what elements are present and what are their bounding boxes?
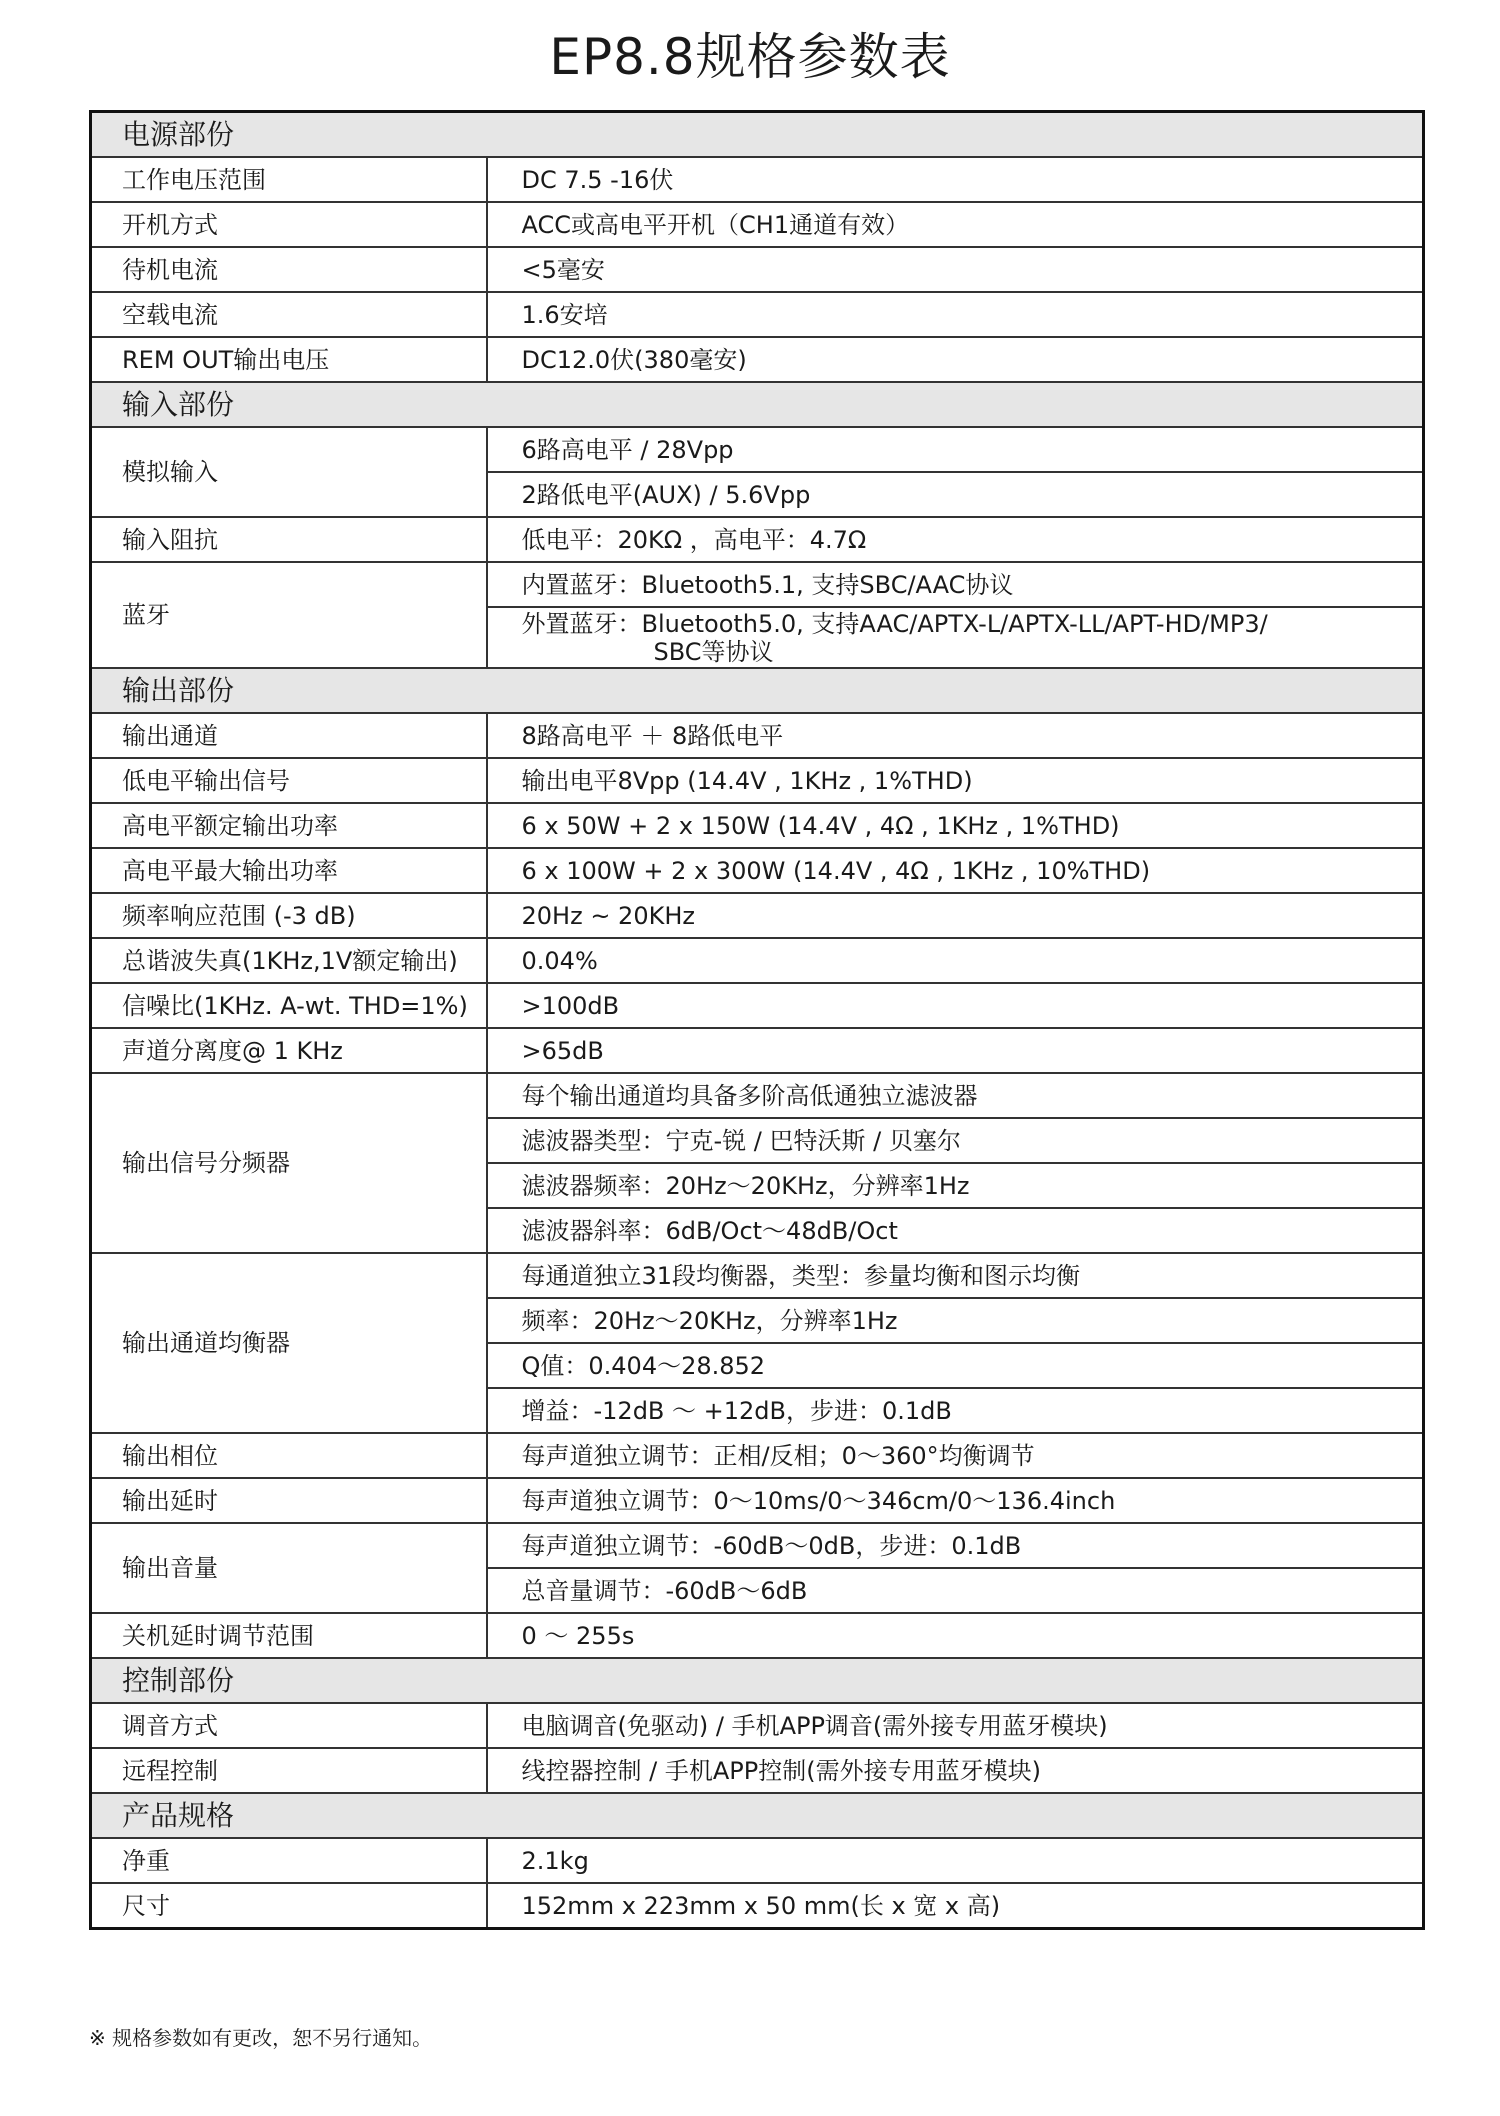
row-label: REM OUT输出电压 [91,337,487,382]
section-header-control [91,1658,1424,1703]
row-value: 2路低电平(AUX) / 5.6Vpp [487,472,1424,517]
row-label: 尺寸 [91,1883,487,1929]
row-value: Q值：0.404～28.852 [487,1343,1424,1388]
row-label: 蓝牙 [91,562,487,668]
table-row [91,247,1424,292]
table-row [91,1838,1424,1883]
table-row [91,938,1424,983]
table-row [91,1703,1424,1748]
row-label: 输出相位 [91,1433,487,1478]
row-value: 输出电平8Vpp (14.4V , 1KHz , 1%THD) [487,758,1424,803]
row-value: 6 x 50W + 2 x 150W (14.4V , 4Ω , 1KHz , 1%THD) [487,803,1424,848]
row-label: 声道分离度@ 1 KHz [91,1028,487,1073]
table-row [91,427,1424,472]
row-label: 高电平额定输出功率 [91,803,487,848]
table-row [91,202,1424,247]
section-title: 电源部份 [91,112,1424,158]
page-title: EP8.8规格参数表 [549,28,951,86]
section-title: 输出部份 [91,668,1424,713]
row-value: 6 x 100W + 2 x 300W (14.4V , 4Ω , 1KHz , 10%THD) [487,848,1424,893]
table-row [91,1523,1424,1568]
row-label: 净重 [91,1838,487,1883]
section-header-output [91,668,1424,713]
row-value: 8路高电平 ＋ 8路低电平 [487,713,1424,758]
row-value: 滤波器斜率：6dB/Oct～48dB/Oct [487,1208,1424,1253]
row-value: 每声道独立调节：-60dB～0dB，步进：0.1dB [487,1523,1424,1568]
table-row [91,1478,1424,1523]
row-label: 输出通道 [91,713,487,758]
table-row [91,803,1424,848]
section-title: 输入部份 [91,382,1424,427]
section-header-input [91,382,1424,427]
table-row [91,562,1424,607]
table-row [91,1433,1424,1478]
row-value: DC12.0伏(380毫安) [487,337,1424,382]
footnote: ※ 规格参数如有更改，恕不另行通知。 [89,2026,433,2050]
section-title: 产品规格 [91,1793,1424,1838]
table-row [91,758,1424,803]
row-label: 信噪比(1KHz. A-wt. THD=1%) [91,983,487,1028]
row-value: 每个输出通道均具备多阶高低通独立滤波器 [487,1073,1424,1118]
row-value: DC 7.5 -16伏 [487,157,1424,202]
row-value [487,607,1424,668]
row-label: 总谐波失真(1KHz,1V额定输出) [91,938,487,983]
row-value: 滤波器类型：宁克-锐 / 巴特沃斯 / 贝塞尔 [487,1118,1424,1163]
section-header-product [91,1793,1424,1838]
table-row [91,337,1424,382]
row-value: 电脑调音(免驱动) / 手机APP调音(需外接专用蓝牙模块) [487,1703,1424,1748]
table-row [91,1748,1424,1793]
table-row [91,1883,1424,1929]
table-row [91,983,1424,1028]
row-label: 工作电压范围 [91,157,487,202]
row-value: 低电平：20KΩ ，高电平：4.7Ω [487,517,1424,562]
row-value: >100dB [487,983,1424,1028]
table-row [91,848,1424,893]
row-value: 每声道独立调节：正相/反相；0～360°均衡调节 [487,1433,1424,1478]
row-value: 0.04% [487,938,1424,983]
table-row [91,1613,1424,1658]
row-label: 高电平最大输出功率 [91,848,487,893]
row-value: <5毫安 [487,247,1424,292]
row-value: 滤波器频率：20Hz～20KHz，分辨率1Hz [487,1163,1424,1208]
table-row [91,893,1424,938]
row-value: 内置蓝牙：Bluetooth5.1, 支持SBC/AAC协议 [487,562,1424,607]
row-value: 1.6安培 [487,292,1424,337]
row-label: 远程控制 [91,1748,487,1793]
row-value: 0 ～ 255s [487,1613,1424,1658]
row-value: >65dB [487,1028,1424,1073]
spec-table [89,110,1425,1930]
row-value: 频率：20Hz～20KHz，分辨率1Hz [487,1298,1424,1343]
row-label: 输出延时 [91,1478,487,1523]
table-row [91,1028,1424,1073]
row-value: 线控器控制 / 手机APP控制(需外接专用蓝牙模块) [487,1748,1424,1793]
row-label: 模拟输入 [91,427,487,517]
row-label: 输出信号分频器 [91,1073,487,1253]
row-value: 每声道独立调节：0～10ms/0～346cm/0～136.4inch [487,1478,1424,1523]
table-row [91,517,1424,562]
row-value: 6路高电平 / 28Vpp [487,427,1424,472]
row-value: 2.1kg [487,1838,1424,1883]
table-row [91,1253,1424,1298]
row-label: 输出音量 [91,1523,487,1613]
row-label: 调音方式 [91,1703,487,1748]
row-value: 20Hz ~ 20KHz [487,893,1424,938]
row-label: 开机方式 [91,202,487,247]
table-row [91,713,1424,758]
row-value: 每通道独立31段均衡器，类型：参量均衡和图示均衡 [487,1253,1424,1298]
section-title: 控制部份 [91,1658,1424,1703]
table-row [91,292,1424,337]
row-label: 低电平输出信号 [91,758,487,803]
row-label: 空载电流 [91,292,487,337]
value-line: SBC等协议 [653,637,774,666]
row-label: 输出通道均衡器 [91,1253,487,1433]
row-label: 关机延时调节范围 [91,1613,487,1658]
row-value: 增益：-12dB ～ +12dB，步进：0.1dB [487,1388,1424,1433]
row-value: 152mm x 223mm x 50 mm(长 x 宽 x 高) [487,1883,1424,1929]
table-row [91,157,1424,202]
row-label: 待机电流 [91,247,487,292]
value-line: 外置蓝牙：Bluetooth5.0, 支持AAC/APTX-L/APTX-LL/APT-HD/MP3/ [521,609,1268,638]
row-label: 输入阻抗 [91,517,487,562]
row-value: 总音量调节：-60dB～6dB [487,1568,1424,1613]
row-label: 频率响应范围 (-3 dB) [91,893,487,938]
section-header-power [91,112,1424,158]
table-row [91,1073,1424,1118]
row-value: ACC或高电平开机（CH1通道有效） [487,202,1424,247]
